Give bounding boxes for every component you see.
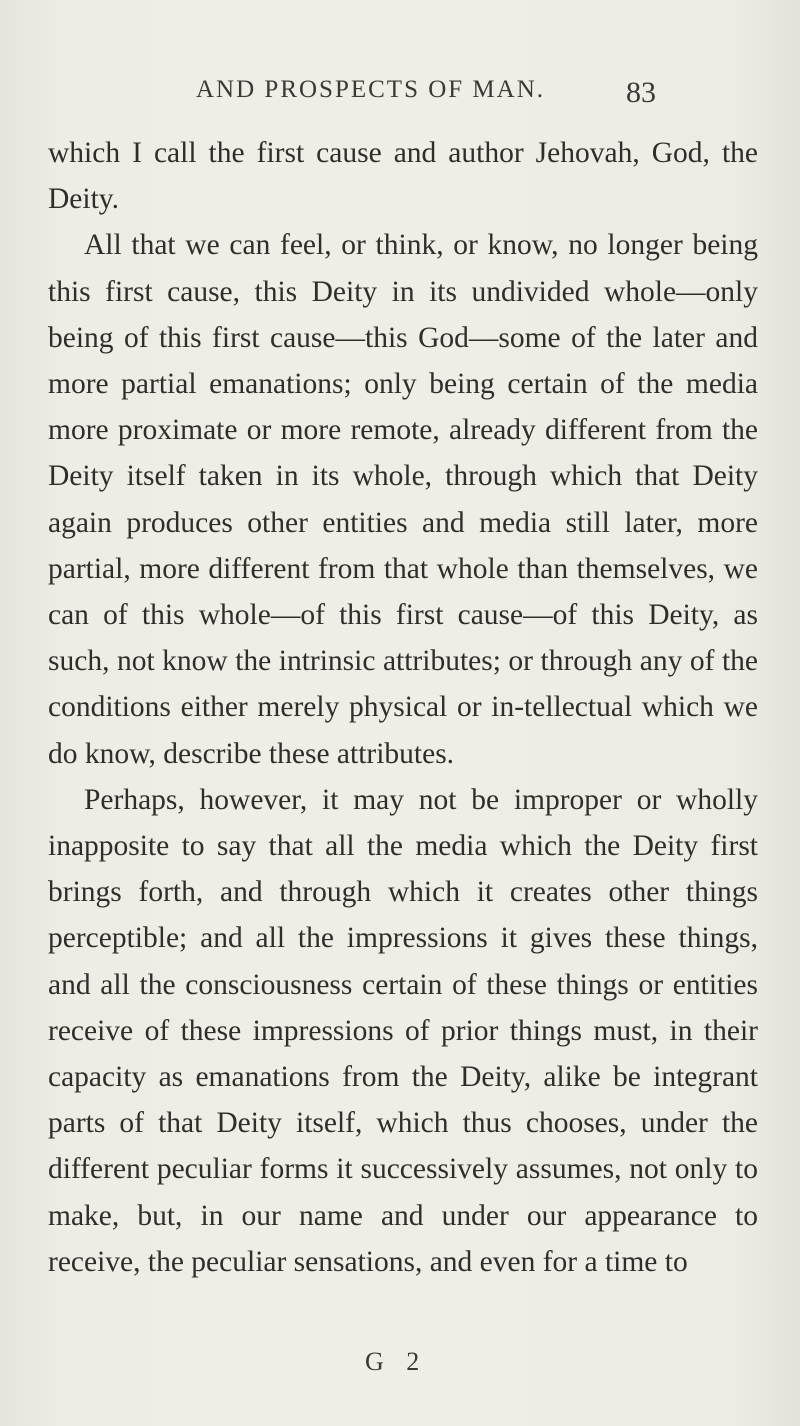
running-head [196,76,656,112]
paragraph-1: which I call the first cause and author Jehovah, God, the Deity. [48,137,758,216]
paragraph-2: All that we can feel, or think, or know, no longer being this first cause, this Deity in its undivided whole—only being of this first cause—this God—some of the later and more partial emanations; only being certain of the media more proximate or more remote, already different from the Deity itself taken in its whole, through which that Deity again produces other entities and media still later, more partial, more different from that whole than themselves, we can of this whole—of this first cause—of this Deity, as such, not know the intrinsic attributes; or through any of the conditions either merely physical or in-tellectual which we do know, describe these attributes. [48,229,758,770]
signature-mark: G 2 [365,1347,428,1376]
page-number: 83 [626,76,656,109]
body-text [48,130,758,1285]
paragraph-3: Perhaps, however, it may not be improper or wholly inapposite to say that all the media which the Deity first brings forth, and through which it creates other things perceptible; and all the impressions it gives these things, and all the consciousness certain of these things or entities receive of these impressions of prior things must, in their capacity as emanations from the Deity, alike be integrant parts of that Deity itself, which thus chooses, under the different peculiar forms it successively assumes, not only to make, but, in our name and under our appearance to receive, the peculiar sensations, and even for a time to [48,783,758,1278]
running-title: AND PROSPECTS OF MAN. [196,76,546,103]
